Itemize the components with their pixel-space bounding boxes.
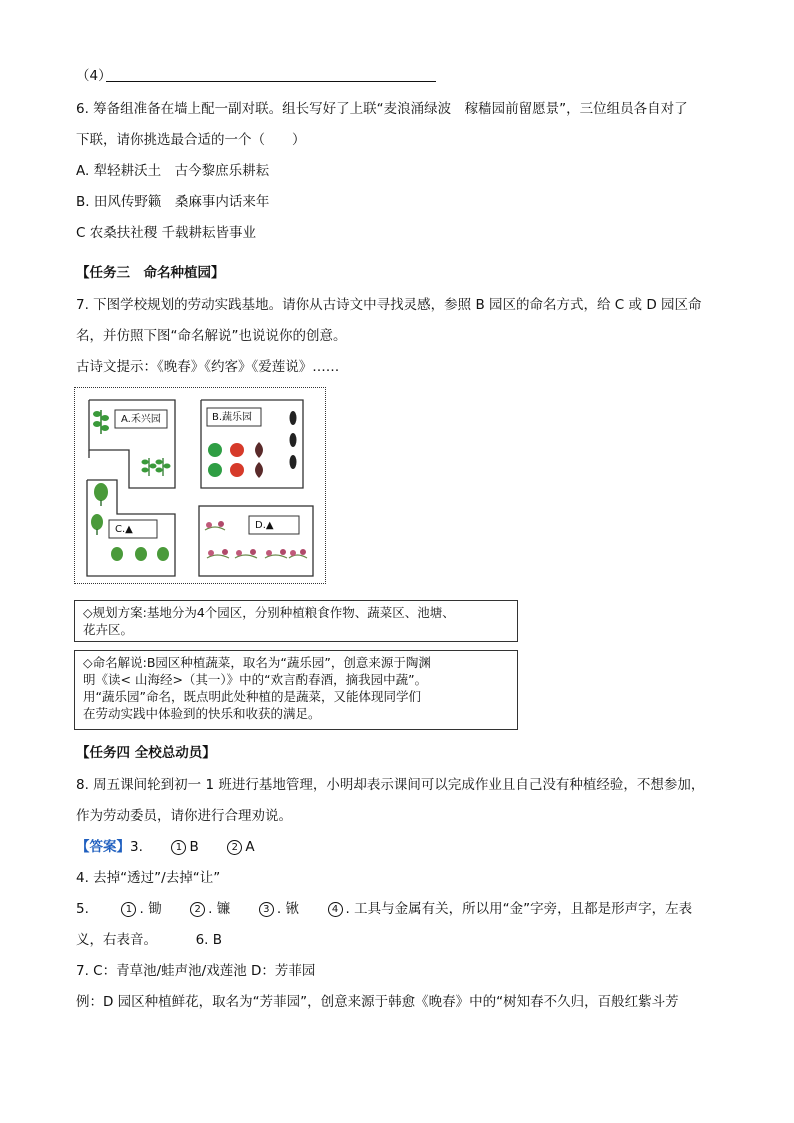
poem-hint: 古诗文提示：《晚春》《约客》《爱莲说》……	[76, 359, 340, 375]
task3-heading: 【任务三 命名种植园】	[76, 265, 225, 281]
plan-line: ◇规划方案:基地分为4个园区，分别种植粮食作物、蔬菜区、池塘、	[83, 605, 455, 620]
task4-heading: 【任务四 全校总动员】	[76, 745, 216, 761]
q8-line1: 8. 周五课间轮到初一 1 班进行基地管理，小明却表示课间可以完成作业且自己没有种植经验，不想参加，	[76, 777, 705, 793]
answer-line-3: 【答案】3. 1 B 2 A	[76, 839, 255, 855]
circled-number: 1	[171, 840, 186, 855]
answer-line-5: 5. 1 . 锄 2 . 镰 3 . 锹 4 . 工具与金属有关，所以用“金”字旁，且都是形声字，左表	[76, 901, 693, 917]
circled-number: 2	[227, 840, 242, 855]
plan-box	[74, 600, 518, 642]
circled-number: 4	[328, 902, 343, 917]
answer-6: 6. B	[195, 932, 223, 948]
plot-b-label: B.蔬乐园	[212, 412, 253, 423]
plot-d-label: D.▲	[255, 520, 274, 531]
q8-line2: 作为劳动委员，请你进行合理劝说。	[76, 808, 292, 824]
seedling-icon	[142, 458, 171, 476]
plan-line: 花卉区。	[83, 622, 134, 637]
answer-blank-line	[106, 81, 436, 82]
blank-label: （4）	[76, 68, 112, 84]
circled-number: 1	[121, 902, 136, 917]
naming-line: 明《读< 山海经>（其一）》中的“欢言酌春酒，摘我园中蔬”。	[83, 672, 428, 687]
circled-number: 2	[190, 902, 205, 917]
answer-tag: 【答案】	[76, 839, 130, 855]
plot-c-label: C.▲	[115, 524, 133, 535]
naming-line: 在劳动实践中体验到的快乐和收获的满足。	[83, 706, 321, 721]
q7-line1: 7. 下图学校规划的劳动实践基地。请你从古诗文中寻找灵感，参照 B 园区的命名方式，给 C 或 D 园区命	[76, 297, 702, 313]
q6-line1: 6. 筹备组准备在墙上配一副对联。组长写好了上联“麦浪涌绿波 稼穑园前留愿景”，三位组员各自对了	[76, 101, 688, 117]
naming-explanation-box	[74, 650, 518, 730]
garden-map-figure	[74, 387, 326, 584]
naming-line: 用“蔬乐园”命名，既点明此处种植的是蔬菜，又能体现同学们	[83, 689, 421, 704]
naming-line: ◇命名解说:B园区种植蔬菜，取名为“蔬乐园”，创意来源于陶渊	[83, 655, 431, 670]
answer-line-4: 4. 去掉“透过”/去掉“让”	[76, 870, 221, 886]
answer-line-5-tail: 义，右表音。 6. B	[76, 932, 223, 948]
circled-number: 3	[259, 902, 274, 917]
garden-map-drawing	[75, 388, 325, 583]
seedling-icon	[93, 410, 109, 434]
q6-option-a: A. 犁轻耕沃土 古今黎庶乐耕耘	[76, 163, 270, 179]
q7-line2: 名，并仿照下图“命名解说”也说说你的创意。	[76, 328, 347, 344]
answer-example: 例：D 园区种植鲜花，取名为“芳菲园”，创意来源于韩愈《晚春》中的“树知春不久归，百般红紫斗芳	[76, 994, 679, 1010]
q6-option-b: B. 田风传野籁 桑麻事内话来年	[76, 194, 270, 210]
q6-line2: 下联，请你挑选最合适的一个（ ）	[76, 132, 306, 148]
plot-a-label: A.禾兴园	[121, 414, 161, 425]
q6-option-c: C 农桑扶社稷 千载耕耘皆事业	[76, 225, 257, 241]
answer-line-7: 7. C：青草池/蛙声池/戏莲池 D：芳菲园	[76, 963, 316, 979]
